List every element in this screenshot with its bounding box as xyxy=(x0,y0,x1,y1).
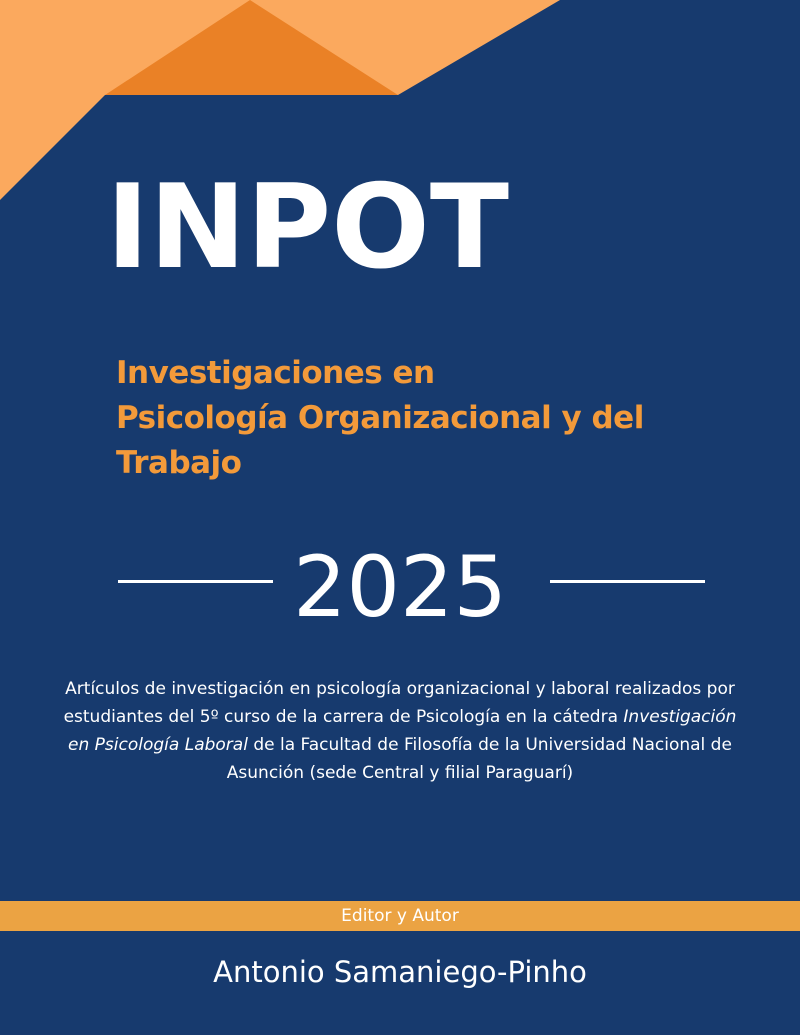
course-name: Investigación en Psicología Laboral xyxy=(68,707,737,755)
cover-description xyxy=(60,675,740,787)
description-text: Artículos de investigación en psicología organizacional y laboral realizados por estudiantes del 5º curso de la carrera de Psicología en la cátedra xyxy=(63,679,735,727)
author-name: Antonio Samaniego-Pinho xyxy=(213,955,587,989)
subtitle-line: Investigaciones en xyxy=(116,355,435,391)
role-label: Editor y Autor xyxy=(341,906,459,926)
role-band xyxy=(0,901,800,931)
year-rule-right xyxy=(550,580,705,583)
subtitle-line: Psicología Organizacional y del xyxy=(116,400,644,436)
cover-acronym: INPOT xyxy=(106,160,509,295)
cover-subtitle xyxy=(116,351,756,486)
description-text-end: de la Facultad de Filosofía de la Universidad Nacional de Asunción (sede Central y filial Paraguarí) xyxy=(226,735,732,783)
subtitle-line: Trabajo xyxy=(116,445,242,481)
cover-year: 2025 xyxy=(293,538,507,636)
